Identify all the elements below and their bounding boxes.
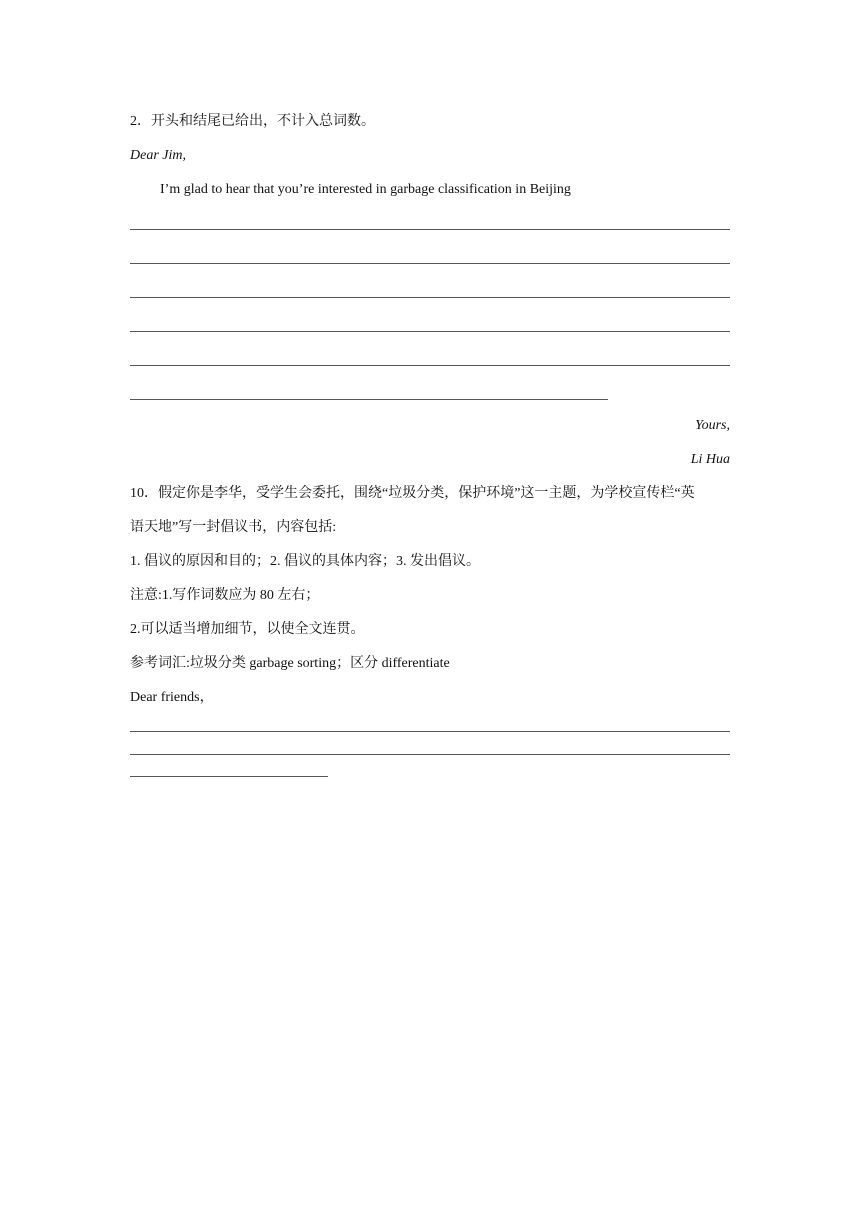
salutation-dear-friends: Dear friends， xyxy=(130,690,214,705)
answer-line-1 xyxy=(130,229,730,230)
answer-line-5 xyxy=(130,365,730,366)
answer-line-6 xyxy=(130,399,608,400)
question-10-line-1: 10．假定你是李华，受学生会委托，围绕“垃圾分类，保护环境”这一主题，为学校宣传栏“英 xyxy=(130,486,695,501)
answer-line-8 xyxy=(130,754,730,755)
answer-line-3 xyxy=(130,297,730,298)
answer-line-7 xyxy=(130,731,730,732)
letter-opening-sentence: I’m glad to hear that you’re interested in garbage classification in Beijing xyxy=(160,182,571,197)
content-points: 1. 倡议的原因和目的；2. 倡议的具体内容；3. 发出倡议。 xyxy=(130,554,480,569)
question-10-line-2: 语天地”写一封倡议书，内容包括: xyxy=(130,520,337,535)
note-2-text: 2．开头和结尾已给出，不计入总词数。 xyxy=(130,114,375,129)
answer-line-4 xyxy=(130,331,730,332)
note-word-count: 注意:1.写作词数应为 80 左右； xyxy=(130,588,320,603)
letter-closing: Yours, xyxy=(695,418,730,433)
note-add-details: 2.可以适当增加细节，以使全文连贯。 xyxy=(130,622,365,637)
salutation-dear-jim: Dear Jim, xyxy=(130,148,186,163)
answer-line-2 xyxy=(130,263,730,264)
reference-vocabulary: 参考词汇:垃圾分类 garbage sorting；区分 differentiate xyxy=(130,656,450,671)
letter-signature: Li Hua xyxy=(690,452,730,467)
answer-line-9 xyxy=(130,776,328,777)
